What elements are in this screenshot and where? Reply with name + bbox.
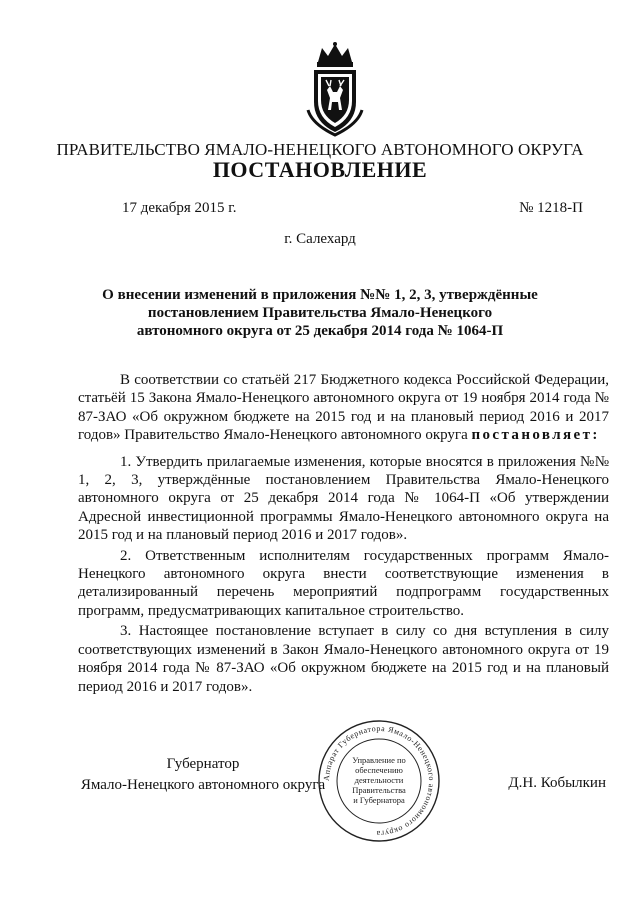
signatory-name: Д.Н. Кобылкин — [508, 775, 606, 791]
preamble-text: В соответствии со статьёй 217 Бюджетного кодекса Российской Федерации, статьёй 15 Закона Ямало-Ненецкого автономного округа от 19 ноября 2014 года № 87-ЗАО «Об окружном бюджете на 2015 год и на плановый период 2016 и 2017 годов» Правительство Ямало-Ненецкого автономного округа — [78, 372, 609, 444]
subject-line: автономного округа от 25 декабря 2014 года № 1064-П — [136, 323, 504, 339]
subject-line: постановлением Правительства Ямало-Ненецкого — [147, 305, 493, 321]
seal-line: Управление по — [352, 755, 406, 765]
seal-inner-text — [316, 755, 442, 805]
government-title: ПРАВИТЕЛЬСТВО ЯМАЛО-НЕНЕЦКОГО АВТОНОМНОГО ОКРУГА — [56, 140, 584, 159]
document-city: г. Салехард — [284, 231, 356, 247]
clause-2: 2. Ответственным исполнителям государственных программ Ямало-Ненецкого автономного округа внести соответствующие изменения в детализированный перечень мероприятий подпрограмм государственных программ, предусматривающих капитальное строительство. — [78, 547, 609, 619]
seal-line: и Губернатора — [353, 795, 405, 805]
signatory-position: Губернатор — [166, 756, 240, 772]
seal-line: деятельности — [354, 775, 404, 785]
clause-1: 1. Утвердить прилагаемые изменения, которые вносятся в приложения №№ 1, 2, 3, утверждённые постановлением Правительства Ямало-Ненецкого автономного округа от 25 декабря 2014 года № 1064-П «Об утверждении Адресной инвестиционной программы Ямало-Ненецкого автономного округа на 2015 год и на плановый период 2016 и 2017 годов». — [78, 453, 609, 544]
preamble-paragraph — [78, 371, 609, 445]
document-subject — [90, 286, 550, 340]
clause-3: 3. Настоящее постановление вступает в силу со дня вступления в силу соответствующих изменений в Закон Ямало-Ненецкого автономного округа от 19 ноября 2014 года № 87-ЗАО «Об окружном бюджете на 2015 год и на плановый период 2016 и 2017 годов». — [78, 623, 609, 695]
subject-line: О внесении изменений в приложения №№ 1, 2, 3, утверждённые — [102, 287, 538, 303]
seal-line: Правительства — [352, 785, 406, 795]
seal-ring-text: Аппарат Губернатора Ямало-Ненецкого автономного округа — [321, 723, 437, 839]
document-number: № 1218-П — [519, 200, 583, 216]
document-date: 17 декабря 2015 г. — [122, 200, 237, 216]
seal-line: обеспечению — [355, 765, 403, 775]
signatory-title — [78, 754, 328, 796]
coat-of-arms-icon — [300, 40, 370, 140]
document-type: ПОСТАНОВЛЕНИЕ — [212, 157, 428, 182]
document-body — [78, 371, 609, 696]
resolves-word: постановляет: — [471, 427, 600, 444]
signatory-region: Ямало-Ненецкого автономного округа — [80, 777, 326, 793]
